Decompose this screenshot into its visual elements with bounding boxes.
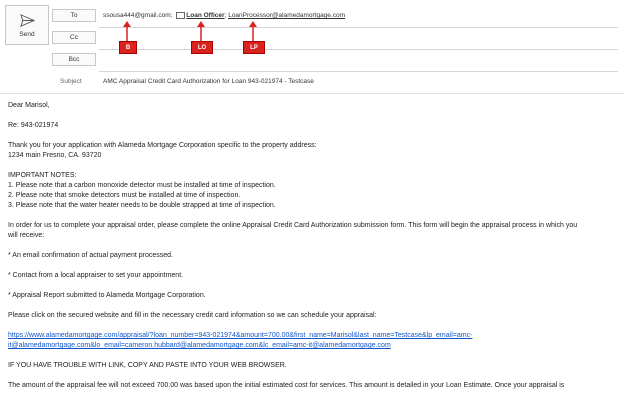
send-label: Send — [19, 30, 35, 38]
bullet-item: * Contact from a local appraiser to set your appointment. — [8, 272, 184, 279]
message-body[interactable] — [8, 101, 620, 391]
annotation-arrow-b — [122, 20, 132, 42]
recipient-borrower[interactable]: ssousa444@gmail.com; — [103, 12, 173, 20]
click-instruction: Please click on the secured website and fill in the necessary credit card information so we can schedule your appraisal: — [8, 312, 377, 319]
note-item: 1. Please note that a carbon monoxide detector must be installed at time of inspection. — [8, 182, 276, 189]
order-line: will receive: — [8, 232, 45, 239]
property-address: 1234 main Fresno, CA. 93720 — [8, 152, 102, 159]
recipient-separator: ; — [224, 12, 227, 20]
subject-label: Subject — [60, 78, 82, 85]
note-item: 3. Please note that the water heater needs to be double strapped at time of inspection. — [8, 202, 276, 209]
subject-field[interactable]: AMC Appraisal Credit Card Authorization for Loan 943-021974 - Testcase — [103, 78, 314, 85]
to-button[interactable]: To — [52, 9, 96, 22]
group-icon — [176, 12, 185, 19]
cc-divider — [99, 49, 618, 50]
annotation-arrow-lo — [196, 20, 206, 42]
appraisal-link[interactable]: https://www.alamedamortgage.com/appraisal/?loan_number=943-021974&amount=700.00&first_name=Marisol&last_name=Testcase&lp_email=amc- — [8, 332, 473, 339]
order-line: In order for us to complete your appraisal order, please complete the online Appraisal Credit Card Authorization submission form. This form will begin the appraisal process in which you — [8, 222, 578, 229]
reference-line: Re: 943-021974 — [8, 122, 59, 129]
cc-button[interactable]: Cc — [52, 31, 96, 44]
thanks-line: Thank you for your application with Alameda Mortgage Corporation specific to the property address: — [8, 142, 317, 149]
notes-title: IMPORTANT NOTES: — [8, 172, 77, 179]
compose-header — [0, 0, 624, 94]
greeting: Dear Marisol, — [8, 102, 50, 109]
bcc-divider — [99, 71, 618, 72]
recipient-loan-processor[interactable]: LoanProcessor@alamedamortgage.com — [228, 12, 345, 20]
recipient-loan-officer[interactable]: Loan Officer — [186, 12, 225, 20]
appraisal-link-continued[interactable]: it@alamedamortgage.com&lo_email=cameron.hubbard@alamedamortgage.com&lc_email=amc-it@alamedamortgage.com — [8, 342, 391, 349]
annotation-marker-borrower: B — [119, 41, 137, 54]
annotation-marker-loan-processor: LP — [243, 41, 265, 54]
bcc-button[interactable]: Bcc — [52, 53, 96, 66]
bullet-item: * Appraisal Report submitted to Alameda Mortgage Corporation. — [8, 292, 206, 299]
amount-line: The amount of the appraisal fee will not exceed 700.00 was based upon the initial estimated cost for services. This amount is detailed in your Loan Estimate. Once your appraisal is — [8, 382, 565, 389]
note-item: 2. Please note that smoke detectors must be installed at time of inspection. — [8, 192, 241, 199]
send-icon — [20, 13, 35, 28]
annotation-arrow-lp — [248, 20, 258, 42]
bullet-item: * An email confirmation of actual payment processed. — [8, 252, 173, 259]
annotation-marker-loan-officer: LO — [191, 41, 213, 54]
trouble-notice: IF YOU HAVE TROUBLE WITH LINK, COPY AND PASTE INTO YOUR WEB BROWSER. — [8, 362, 287, 369]
send-button[interactable] — [5, 5, 49, 45]
to-field[interactable] — [103, 12, 345, 19]
to-divider — [99, 27, 618, 28]
